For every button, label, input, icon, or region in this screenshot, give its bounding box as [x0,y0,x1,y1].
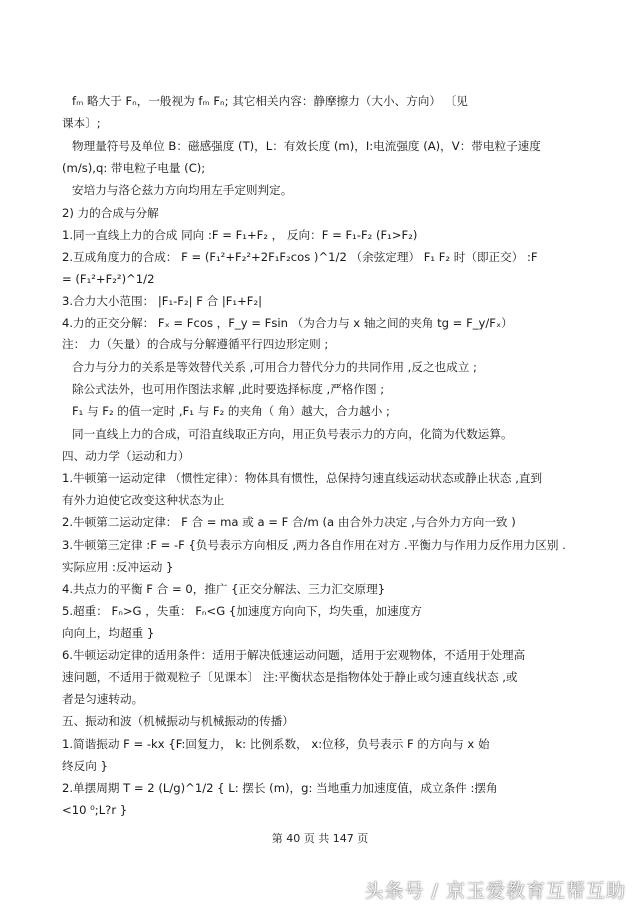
text-line: 安培力与洛仑兹力方向均用左手定则判定。 [72,183,293,197]
text-line: 有外力迫使它改变这种状态为止 [62,493,225,507]
text-line: 同一直线上力的合成，可沿直线取正方向，用正负号表示力的方向，化简为代数运算。 [72,427,513,441]
text-line: 2.单摆周期 T = 2 (L/g)^1/2 { L: 摆长 (m)，g: 当地重力加速度值，成立条件 :摆角 [62,781,498,795]
text-line: = (F₁²+F₂²)^1/2 [62,272,155,286]
text-line: 物理量符号及单位 B：磁感强度 (T)，L：有效长度 (m)，I:电流强度 (A)，V：带电粒子速度 [72,139,541,153]
section-heading: 五、振动和波（机械振动与机械振动的传播） [62,714,294,728]
text-line: 向向上，均超重 } [62,626,155,640]
text-line: 1.简谐振动 F = -kx {F:回复力， k: 比例系数， x:位移，负号表示 F 的方向与 x 始 [62,737,490,751]
text-line: (m/s),q: 带电粒子电量 (C); [62,161,206,175]
text-line: 3.合力大小范围： |F₁-F₂| F 合 |F₁+F₂| [62,294,263,308]
text-line: 者是匀速转动。 [62,692,144,706]
text-line: 除公式法外，也可用作图法求解 ,此时要选择标度 ,严格作图 ; [72,382,385,396]
text-line: 1.同一直线上力的合成 同向 :F = F₁+F₂ ， 反向：F = F₁-F₂ (F₁>F₂) [62,228,418,242]
section-heading: 四、动力学（运动和力） [62,449,190,463]
page-number-footer: 第 40 页 共 147 页 [271,832,369,845]
text-line: 1.牛顿第一运动定律 （惯性定律）：物体具有惯性，总保持匀速直线运动状态或静止状态 ,直到 [62,471,543,485]
text-line: 5.超重： Fₙ>G ，失重： Fₙ<G {加速度方向向下，均失重，加速度方 [62,604,422,618]
text-line: 2.牛顿第二运动定律： F 合 = ma 或 a = F 合/m (a 由合外力决定 ,与合外力方向一致 ) [62,515,516,529]
text-line: 速问题，不适用于微观粒子〔见课本〕 注:平衡状态是指物体处于静止或匀速直线状态 ,或 [62,670,518,684]
watermark: 头条号 / 京玉爱教育互帮互助 [364,880,626,902]
text-line: 实际应用 :反冲运动 } [62,560,174,574]
text-line: 合力与分力的关系是等效替代关系 ,可用合力替代分力的共同作用 ,反之也成立 ; [72,360,477,374]
text-line: 6.牛顿运动定律的适用条件：适用于解决低速运动问题，适用于宏观物体，不适用于处理高 [62,648,526,662]
text-line: 3.牛顿第三定律 :F = -F {负号表示方向相反 ,两力各自作用在对方 .平衡力与作用力反作用力区别 . [62,538,566,552]
text-line: 注： 力（矢量）的合成与分解遵循平行四边形定则 ; [62,337,329,351]
section-heading: 2) 力的合成与分解 [62,206,159,220]
text-line: F₁ 与 F₂ 的值一定时 ,F₁ 与 F₂ 的夹角（ 角）越大，合力越小 ; [72,404,390,418]
text-line: 课本〕; [62,116,101,130]
text-line: 终反向 } [62,759,108,773]
text-line: 4.共点力的平衡 F 合 = 0，推广 {正交分解法、三力汇交原理} [62,582,386,596]
text-line: fₘ 略大于 Fₙ，一般视为 fₘ Fₙ; 其它相关内容：静摩擦力（大小、方向） 〔见 [72,94,468,108]
text-line: 4.力的正交分解： Fₓ = Fcos ，F_y = Fsin （为合力与 x 轴之间的夹角 tg = F_y/Fₓ） [62,316,513,330]
text-line: 2.互成角度力的合成： F = (F₁²+F₂²+2F₁F₂cos )^1/2 （余弦定理） F₁ F₂ 时（即正交） :F [62,250,538,264]
text-line: <10 ⁰;L?r } [62,803,128,817]
